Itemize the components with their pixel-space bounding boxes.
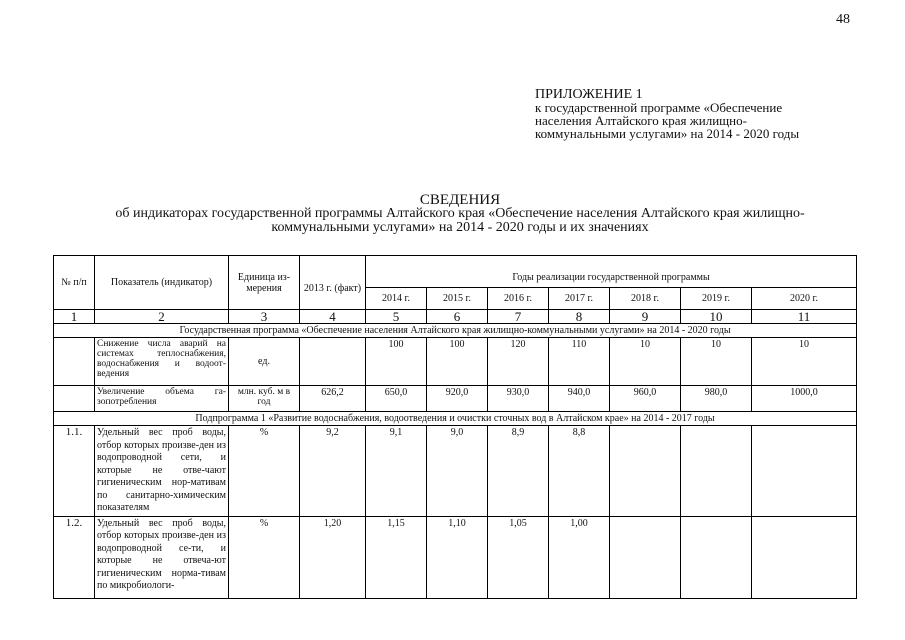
column-number: 11 — [752, 310, 857, 324]
header-year: 2017 г. — [549, 288, 610, 310]
column-number: 2 — [95, 310, 229, 324]
column-number: 8 — [549, 310, 610, 324]
column-number: 4 — [300, 310, 366, 324]
column-number: 7 — [488, 310, 549, 324]
document-title: СВЕДЕНИЯ — [419, 192, 501, 208]
row-value: 120 — [488, 338, 549, 386]
header-num: № п/п — [54, 256, 95, 310]
row-value: 1,00 — [549, 516, 610, 598]
row-value — [610, 426, 681, 517]
row-value: 9,2 — [300, 426, 366, 517]
document-subtitle-line: об индикаторах государственной программы Алтайского края «Обеспечение населения Алтайского края жилищно- — [115, 206, 805, 221]
header-year: 2016 г. — [488, 288, 549, 310]
row-value: 100 — [366, 338, 427, 386]
header-year: 2019 г. — [681, 288, 752, 310]
row-value: 10 — [752, 338, 857, 386]
row-value: 1,20 — [300, 516, 366, 598]
column-number: 6 — [427, 310, 488, 324]
row-value: 650,0 — [366, 386, 427, 412]
appendix-line: коммунальными услугами» на 2014 - 2020 годы — [535, 126, 800, 141]
table-row — [54, 516, 857, 598]
row-value: 980,0 — [681, 386, 752, 412]
row-value — [752, 516, 857, 598]
row-value: 100 — [427, 338, 488, 386]
header-blank — [300, 256, 366, 268]
row-value: 1,05 — [488, 516, 549, 598]
header-unit: Единица из-мерения — [229, 256, 300, 310]
row-value: 9,1 — [366, 426, 427, 517]
document-subtitle-line: коммунальными услугами» на 2014 - 2020 годы и их значениях — [271, 220, 649, 235]
document-heading — [60, 193, 860, 235]
header-program-years: Годы реализации государственной программы — [366, 268, 857, 288]
header-base-year: 2013 г. (факт) — [300, 268, 366, 310]
row-value: 626,2 — [300, 386, 366, 412]
column-number: 1 — [54, 310, 95, 324]
row-indicator: Увеличение объема га-зопотребления — [95, 386, 229, 412]
row-num — [54, 338, 95, 386]
row-value: 960,0 — [610, 386, 681, 412]
column-number: 3 — [229, 310, 300, 324]
row-value — [681, 516, 752, 598]
program-title-row: Государственная программа «Обеспечение населения Алтайского края жилищно-коммунальными услугами» на 2014 - 2020 годы — [54, 324, 857, 338]
row-value: 920,0 — [427, 386, 488, 412]
row-value: 1,15 — [366, 516, 427, 598]
column-number: 10 — [681, 310, 752, 324]
row-value: 8,8 — [549, 426, 610, 517]
appendix-line: населения Алтайского края жилищно- — [535, 113, 747, 128]
row-indicator: Снижение числа аварий на системах теплоснабжения, водоснабжения и водоот-ведения — [95, 338, 229, 386]
table-row — [54, 338, 857, 386]
row-value: 10 — [681, 338, 752, 386]
row-num: 1.2. — [54, 516, 95, 598]
column-numbers-row — [54, 310, 857, 324]
column-number: 9 — [610, 310, 681, 324]
row-indicator: Удельный вес проб воды, отбор которых произве-ден из водопроводной се-ти, и которые не отвеча-ют гигиеническим норма-тивам по микробиологи- — [95, 516, 229, 598]
row-value: 10 — [610, 338, 681, 386]
row-unit: ед. — [229, 338, 300, 386]
header-year: 2018 г. — [610, 288, 681, 310]
row-unit: млн. куб. м в год — [229, 386, 300, 412]
row-unit: % — [229, 426, 300, 517]
table-row — [54, 386, 857, 412]
row-value: 940,0 — [549, 386, 610, 412]
header-blank — [366, 256, 857, 268]
row-value — [681, 426, 752, 517]
subprogram-title-row: Подпрограмма 1 «Развитие водоснабжения, водоотведения и очистки сточных вод в Алтайском крае» на 2014 - 2017 годы — [54, 412, 857, 426]
appendix-line: к государственной программе «Обеспечение — [535, 100, 783, 115]
header-indicator: Показатель (индикатор) — [95, 256, 229, 310]
row-unit: % — [229, 516, 300, 598]
row-value — [610, 516, 681, 598]
row-value: 930,0 — [488, 386, 549, 412]
row-num — [54, 386, 95, 412]
row-value — [752, 426, 857, 517]
row-value: 8,9 — [488, 426, 549, 517]
row-value: 110 — [549, 338, 610, 386]
indicators-table — [53, 255, 857, 599]
row-num: 1.1. — [54, 426, 95, 517]
row-value: 1000,0 — [752, 386, 857, 412]
header-year: 2015 г. — [427, 288, 488, 310]
header-year: 2020 г. — [752, 288, 857, 310]
row-indicator: Удельный вес проб воды, отбор которых произве-ден из водопроводной сети, и которые не отве-чают гигиеническим нор-мативам по санитарно-химическим показателям — [95, 426, 229, 517]
row-value: 1,10 — [427, 516, 488, 598]
appendix-block — [535, 88, 799, 140]
page-number: 48 — [836, 12, 850, 27]
header-year: 2014 г. — [366, 288, 427, 310]
table-row — [54, 426, 857, 517]
appendix-title: ПРИЛОЖЕНИЕ 1 — [535, 87, 643, 102]
row-value: 9,0 — [427, 426, 488, 517]
row-value — [300, 338, 366, 386]
column-number: 5 — [366, 310, 427, 324]
